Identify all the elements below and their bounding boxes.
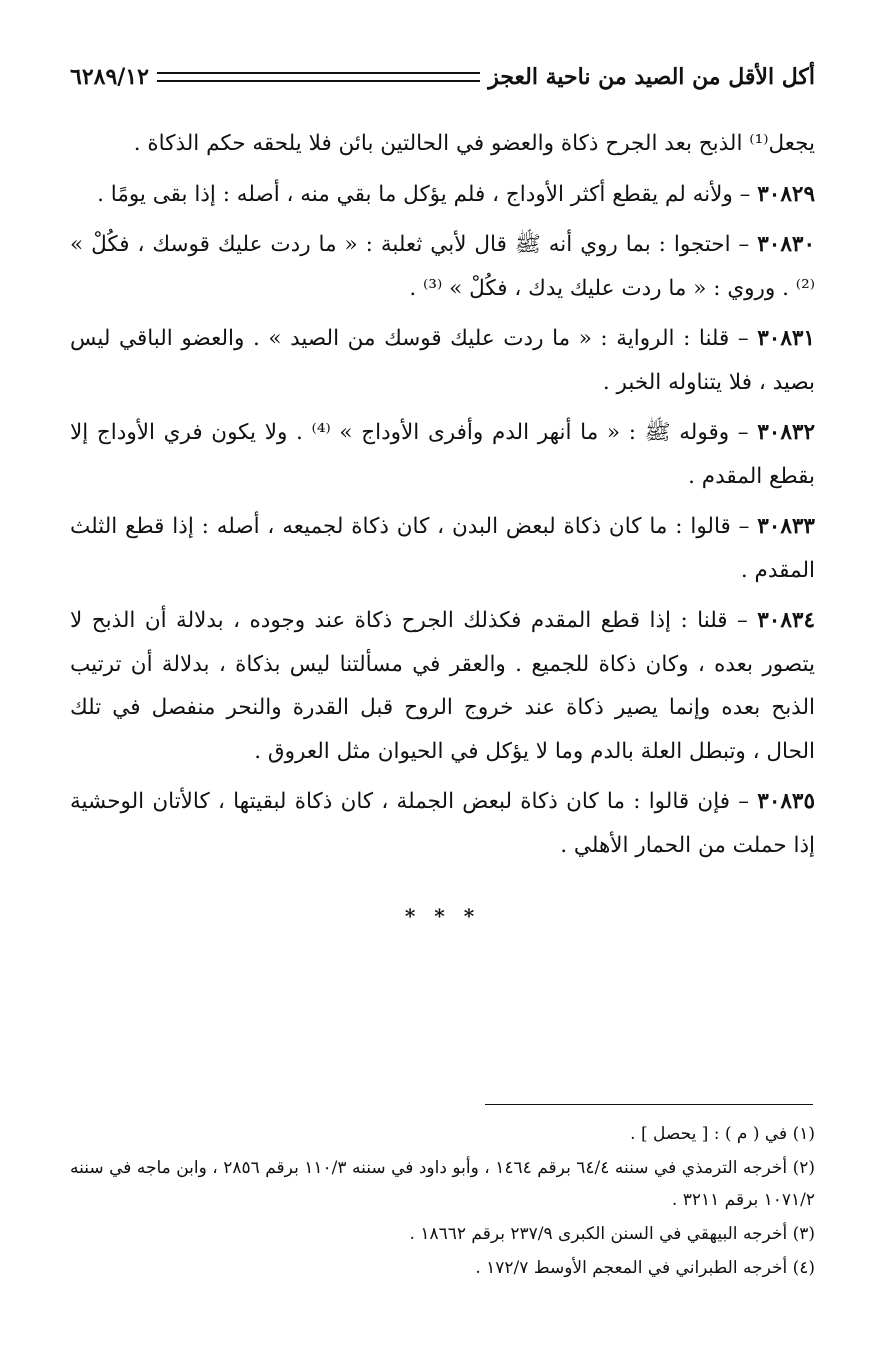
paragraph-text: – قلنا : إذا قطع المقدم فكذلك الجرح ذكاة عند وجوده ، بدلالة أن الذبح لا يتصور بعده ، وكان ذكاة للجميع . والعقر في مسألتنا ليس بذكاة ، بدلالة أن ترتيب الذبح بعده وإنما يصير ذكاة عند خروج الروح قبل القدرة والنحر منفصل في تلك الحال ، وتبطل العلة بالدم وما لا يؤكل في الحيوان مثل العروق . [70,608,815,764]
footnote: (١) في ( م ) : [ يحصل ] . [630,1124,815,1144]
footnote: (٣) أخرجه البيهقي في السنن الكبرى ٢٣٧/٩ برقم ١٨٦٦٢ . [409,1224,815,1244]
paragraph-text: يجعل⁽¹⁾ الذبح بعد الجرح ذكاة والعضو في الحالتين بائن فلا يلحقه حكم الذكاة . [133,131,815,156]
paragraph-number: ٣٠٨٢٩ [757,181,815,207]
paragraph [70,173,815,217]
paragraph-number: ٣٠٨٣٥ [757,789,816,814]
paragraph-text: – قالوا : ما كان ذكاة لبعض البدن ، كان ذكاة لجميعه ، أصله : إذا قطع الثلث المقدم . [70,514,815,583]
paragraph-number: ٣٠٨٣١ [757,326,815,351]
paragraph-number: ٣٠٨٣٣ [757,514,815,539]
paragraph [70,317,815,404]
header-title: أكل الأقل من الصيد من ناحية العجز [488,64,815,90]
paragraph [70,223,815,310]
paragraph [70,122,815,166]
paragraph-number: ٣٠٨٣٤ [757,608,815,633]
footnote-divider [485,1104,813,1105]
running-header [70,62,815,92]
header-reference: ٦٢٨٩/١٢ [70,64,149,90]
header-rule [157,72,480,82]
paragraph-text: – ولأنه لم يقطع أكثر الأوداج ، فلم يؤكل ما بقي منه ، أصله : إذا بقى يومًا . [97,181,751,207]
section-end-mark: * * * [404,904,481,928]
paragraph [70,411,815,498]
paragraph-text: – قلنا : الرواية : « ما ردت عليك قوسك من الصيد » . والعضو الباقي ليس بصيد ، فلا يتناوله الخبر . [70,326,815,395]
footnote: (٤) أخرجه الطبراني في المعجم الأوسط ١٧٢/٧ . [475,1258,815,1278]
footnotes [70,1118,815,1286]
main-text [70,122,815,939]
paragraph-number: ٣٠٨٣٢ [757,420,815,445]
paragraph-number: ٣٠٨٣٠ [757,232,815,257]
paragraph-text: – فإن قالوا : ما كان ذكاة لبعض الجملة ، كان ذكاة لبقيتها ، كالأتان الوحشية إذا حملت من الحمار الأهلي . [70,789,815,858]
paragraph [70,780,815,867]
paragraph-text: – احتجوا : بما روي أنه ﷺ قال لأبي ثعلبة : « ما ردت عليك قوسك ، فكُلْ » ⁽²⁾ . وروي : « ما ردت عليك يدك ، فكُلْ » ⁽³⁾ . [70,232,815,301]
footnote: (٢) أخرجه الترمذي في سننه ٦٤/٤ برقم ١٤٦٤ ، وأبو داود في سننه ١١٠/٣ برقم ٢٨٥٦ ، وابن ماجه في سننه ١٠٧١/٢ برقم ٣٢١١ . [70,1158,816,1210]
paragraph [70,505,815,592]
paragraph-text: – وقوله ﷺ : « ما أنهر الدم وأفرى الأوداج » ⁽⁴⁾ . ولا يكون فري الأوداج إلا بقطع المقدم . [70,420,815,489]
paragraph [70,599,815,773]
